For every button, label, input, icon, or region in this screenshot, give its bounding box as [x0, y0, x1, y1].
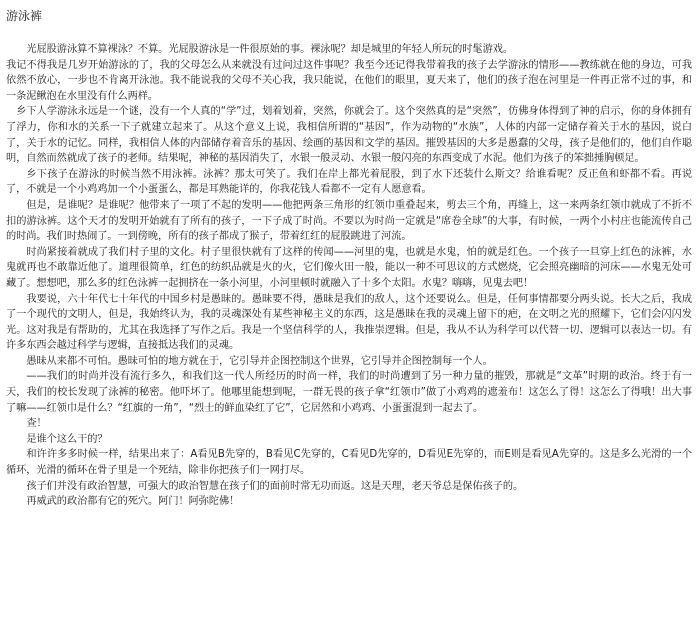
paragraph: 我要说，六十年代七十年代的中国乡村是愚昧的。愚昧要不得，愚昧是我们的敌人，这个还要说么。但是，任何事情都要分两头说。长大之后，我成了一个现代的文明人，但是，我始终认为，我的灵魂深处有某些神秘主义的东西，这是愚昧在我的灵魂上留下的疤，在文明之光的照耀下，它们会闪闪发光。这对我是有帮助的，尤其在我选择了写作之后。我是一个坚信科学的人，我推崇逻辑。但是，我从不认为科学可以代替一切、逻辑可以表达一切。有许多东西会越过科学与逻辑，直接抵达我们的灵魂。	[6, 293, 692, 352]
paragraph: 乡下孩子在游泳的时候当然不用泳裤。泳裤？那太可笑了。我们在岸上都光着屁股，到了水下还装什么斯文？给谁看呢？反正鱼和虾都不看。再说了，不就是一个小鸡鸡加一个小蛋蛋么，都是耳熟能详的，你我花钱人看都不一定有人愿意看。	[6, 168, 692, 196]
paragraph: 愚昧从来都不可怕。愚昧可怕的地方就在于，它引导并企图控制这个世界，它引导并企图控制每一个人。	[26, 355, 493, 367]
paragraph: 乡下人学游泳永远是一个谜，没有一个人真的“学”过，划着划着，突然，你就会了。这个突然真的是“突然”，仿佛身体得到了神的启示，你的身体拥有了浮力，你和水的关系一下子就建立起来了。从这个意义上说，我相信所谓的“基因”，作为动物的“水族”，人体的内部一定储存着关于水的基因，说白了，关于水的记忆。同样，我相信人体的内部储存着音乐的基因、绘画的基因和文学的基因。摧毁基因的大多是愚蠢的父母，孩子是他们的，他们自作聪明，自然而然就成了孩子的老师。结果呢，神秘的基因消失了，水银一般灵动、水银一般闪亮的东西变成了水泥。他们为孩子的笨拙捶胸顿足。	[6, 106, 692, 165]
paragraph: 再威武的政治都有它的死穴。阿门！阿弥陀佛！	[26, 496, 240, 508]
article-title: 游泳裤	[6, 9, 43, 23]
article-body	[6, 42, 692, 510]
paragraph: ——我们的时尚并没有流行多久，和我们这一代人所经历的时尚一样，我们的时尚遭到了另一种力量的摧毁，那就是“文革”时期的政治。终于有一天，我们的校长发现了泳裤的秘密。他吓坏了。他哪里能想到呢，一群无畏的孩子拿“红领巾”做了小鸡鸡的遮羞布！这怎么了得！这怎么了得哦！出大事了嘛——红领巾是什么？“红旗的一角”，“烈士的鲜血染红了它”，它居然和小鸡鸡、小蛋蛋混到一起去了。	[6, 371, 692, 414]
paragraph: 时尚紧接着就成了我们村子里的文化。村子里很快就有了这样的传闻——河里的鬼，也就是水鬼，怕的就是红色。一个孩子一旦穿上红色的泳裤，水鬼就再也不敢靠近他了。道理很简单，红色的纺织品就是火的火，它们像火田一般，能以一种不可思议的方式燃烧，它会照亮幽暗的河床——水鬼无处可藏了。想想吧，那么多的红色泳裤一起拥挤在一条小河里，小河里顿时就融入了十多个太阳。水鬼？嗨嗨，见鬼去吧！	[6, 246, 692, 289]
paragraph: 但是，是谁呢？是谁呢？他带来了一项了不起的发明——他把两条三角形的红领巾重叠起来，剪去三个角，再缝上，这一来两条红领巾就成了不折不扣的游泳裤。这个天才的发明开始就有了所有的孩子，一下子成了时尚。不要以为时尚一定就是“席卷全球”的大事，有时候，一两个小村庄也能流传自己的时尚。我们时热闹了。一到傍晚，所有的孩子都成了猴子，带着红红的屁股跳进了河流。	[6, 199, 692, 243]
paragraph: 查！	[26, 418, 47, 430]
paragraph: 我记不得我是几岁开始游泳的了，我的父母怎么从来就没有过问过这件事呢？我至今还记得我带着我的孩子去学游泳的情形——教练就在他的身边，可我依然不放心，一步也不肯离开泳池。我不能说我的父母不关心我，我只能说，在他们的眼里，夏天来了，他们的孩子泡在河里是一件再正常不过的事，和一条泥鳅泡在水里没有什么两样。	[6, 59, 692, 102]
paragraph: 是谁个这么干的？	[26, 433, 108, 445]
paragraph: 光屁股游泳算不算裸泳？不算。光屁股游泳是一件很原始的事。裸泳呢？却是城里的年轻人所玩的时髦游戏。	[26, 44, 513, 55]
paragraph: 和许许多多时候一样，结果出来了：A看见B先穿的，B看见C先穿的，C看见D先穿的，D看见E先穿的，而E则是看见A先穿的。这是多么光滑的一个循环，光滑的循环在骨子里是一个死结，除非你把孩子们一网打尽。	[6, 449, 692, 477]
paragraph: 孩子们并没有政治智慧，可强大的政治智慧在孩子们的面前时常无功而返。这是天理，老天爷总是保佑孩子的。	[26, 480, 524, 492]
